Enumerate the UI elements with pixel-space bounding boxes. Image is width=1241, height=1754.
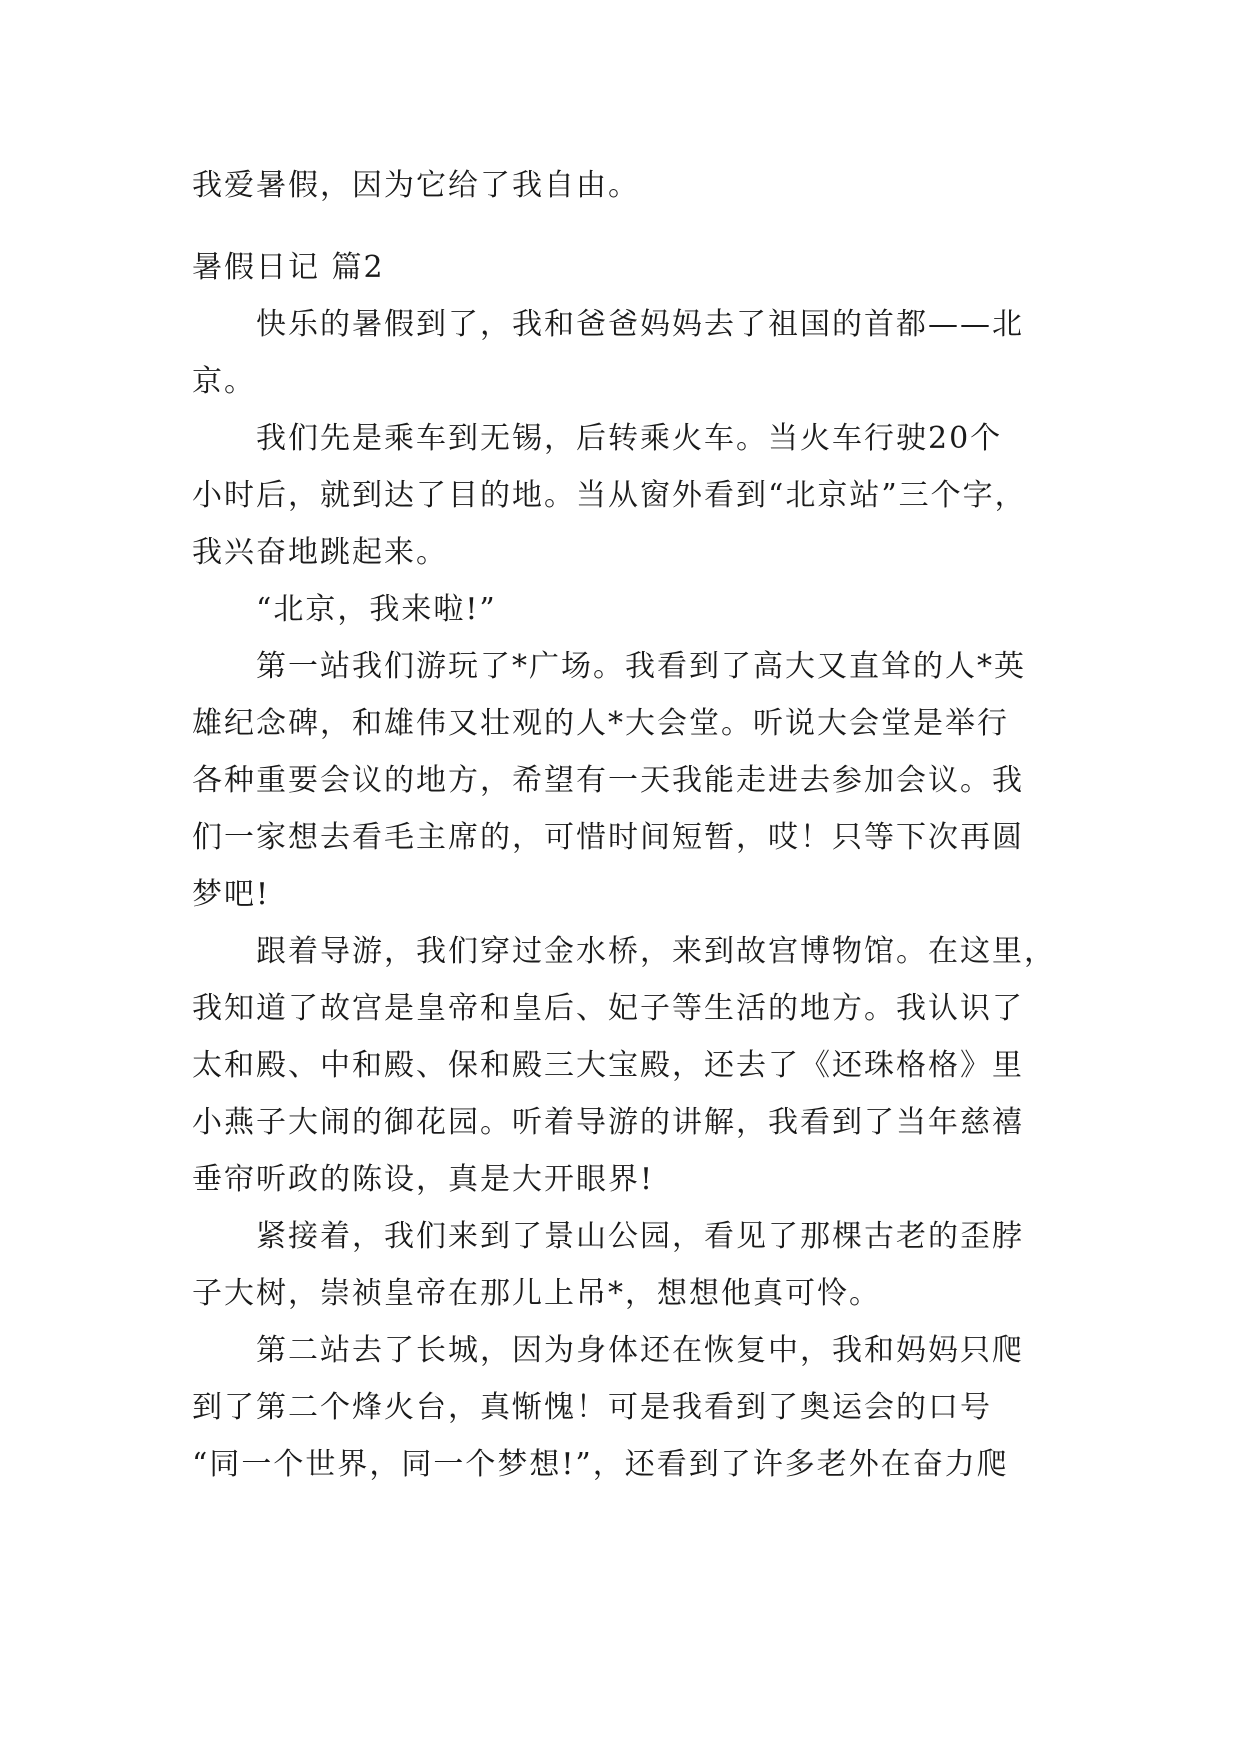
paragraph-line: 我爱暑假，因为它给了我自由。 — [192, 168, 640, 203]
paragraph-line: 雄纪念碑，和雄伟又壮观的人*大会堂。听说大会堂是举行 — [192, 706, 1009, 741]
paragraph-line: 小燕子大闹的御花园。听着导游的讲解，我看到了当年慈禧 — [192, 1105, 1024, 1140]
paragraph-line: 我兴奋地跳起来。 — [192, 535, 448, 570]
paragraph-line: 到了第二个烽火台，真惭愧！可是我看到了奥运会的口号 — [192, 1390, 992, 1425]
paragraph-line: 我知道了故宫是皇帝和皇后、妃子等生活的地方。我认识了 — [192, 991, 1024, 1026]
paragraph-line: 小时后，就到达了目的地。当从窗外看到“北京站”三个字， — [192, 478, 1027, 513]
paragraph-line: 第二站去了长城，因为身体还在恢复中，我和妈妈只爬 — [256, 1333, 1024, 1368]
paragraph-line: 们一家想去看毛主席的，可惜时间短暂，哎！只等下次再圆 — [192, 820, 1024, 855]
paragraph-line: 各种重要会议的地方，希望有一天我能走进去参加会议。我 — [192, 763, 1024, 798]
paragraph-line: “北京，我来啦!” — [256, 592, 497, 627]
section-heading: 暑假日记 篇2 — [192, 250, 385, 285]
paragraph-line: 跟着导游，我们穿过金水桥，来到故宫博物馆。在这里， — [256, 934, 1056, 969]
paragraph-line: 垂帘听政的陈设，真是大开眼界! — [192, 1162, 655, 1197]
paragraph-line: 子大树，崇祯皇帝在那儿上吊*，想想他真可怜。 — [192, 1276, 881, 1311]
paragraph-line: 梦吧! — [192, 877, 271, 912]
paragraph-line: 紧接着，我们来到了景山公园，看见了那棵古老的歪脖 — [256, 1219, 1024, 1254]
paragraph-line: 快乐的暑假到了，我和爸爸妈妈去了祖国的首都——北 — [256, 307, 1024, 342]
paragraph-line: 京。 — [192, 364, 256, 399]
paragraph-line: “同一个世界，同一个梦想!”，还看到了许多老外在奋力爬 — [192, 1447, 1009, 1482]
paragraph-line: 太和殿、中和殿、保和殿三大宝殿，还去了《还珠格格》里 — [192, 1048, 1024, 1083]
paragraph-line: 我们先是乘车到无锡，后转乘火车。当火车行驶20个 — [256, 421, 1003, 456]
paragraph-line: 第一站我们游玩了*广场。我看到了高大又直耸的人*英 — [256, 649, 1026, 684]
